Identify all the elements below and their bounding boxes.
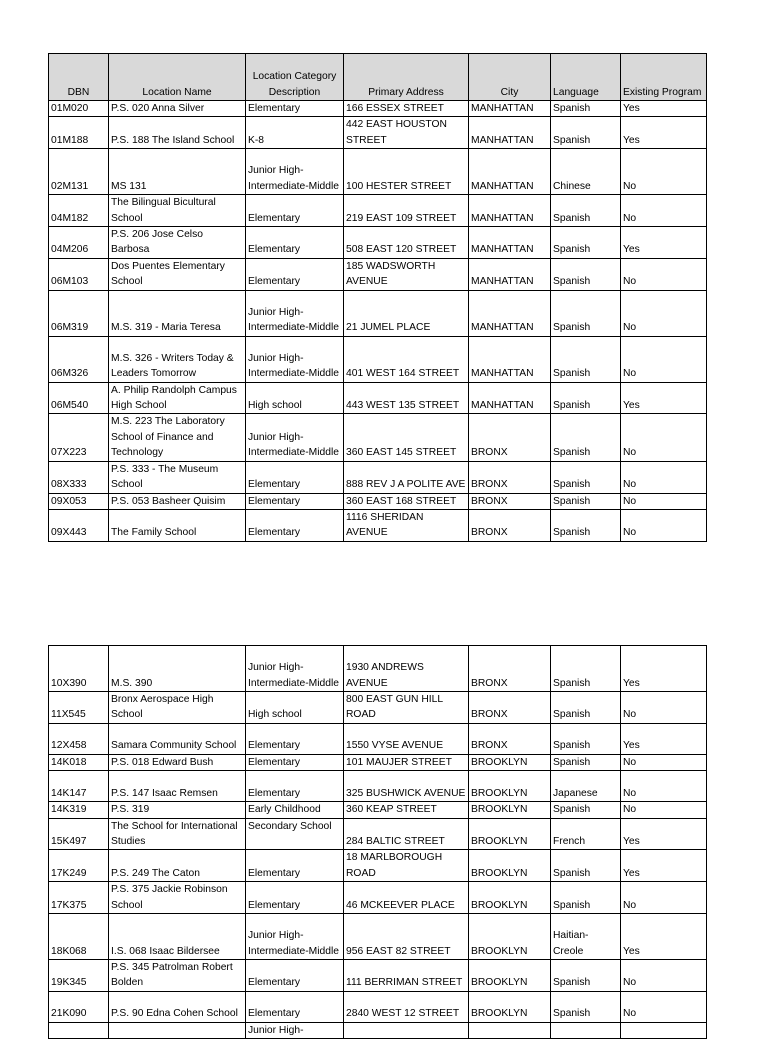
language-cell: Spanish <box>551 336 621 382</box>
location-name-cell: M.S. 326 - Writers Today & Leaders Tomorrow <box>109 336 246 382</box>
dbn-cell: 08X333 <box>49 461 109 493</box>
program-cell: No <box>621 882 707 914</box>
table-row <box>49 461 707 493</box>
program-cell: No <box>621 960 707 992</box>
city-cell: MANHATTAN <box>469 382 551 414</box>
dbn-cell: 06M326 <box>49 336 109 382</box>
category-cell: Elementary <box>246 723 344 754</box>
dbn-cell: 01M020 <box>49 101 109 117</box>
header-dbn: DBN <box>49 54 109 101</box>
address-cell: 111 BERRIMAN STREET <box>344 960 469 992</box>
category-cell: Junior High-Intermediate-Middle <box>246 914 344 960</box>
location-name-cell: M.S. 390 <box>109 646 246 692</box>
dbn-cell: 09X053 <box>49 493 109 509</box>
city-cell: BRONX <box>469 646 551 692</box>
program-cell: Yes <box>621 818 707 850</box>
city-cell: BROOKLYN <box>469 960 551 992</box>
dbn-cell: 18K068 <box>49 914 109 960</box>
city-cell: BRONX <box>469 493 551 509</box>
dbn-cell: 06M540 <box>49 382 109 414</box>
category-cell: High school <box>246 692 344 724</box>
table-row <box>49 382 707 414</box>
dbn-cell: 19K345 <box>49 960 109 992</box>
category-cell: Elementary <box>246 101 344 117</box>
table-row <box>49 414 707 461</box>
language-cell: Spanish <box>551 754 621 770</box>
city-cell: BROOKLYN <box>469 991 551 1022</box>
language-cell: Spanish <box>551 227 621 259</box>
program-cell: No <box>621 195 707 227</box>
table-row <box>49 336 707 382</box>
language-cell: Spanish <box>551 509 621 541</box>
address-cell: 100 HESTER STREET <box>344 149 469 195</box>
dbn-cell: 01M188 <box>49 117 109 149</box>
location-name-cell: P.S. 375 Jackie Robinson School <box>109 882 246 914</box>
city-cell: BROOKLYN <box>469 802 551 818</box>
location-name-cell: P.S. 188 The Island School <box>109 117 246 149</box>
table-row <box>49 493 707 509</box>
location-name-cell: Samara Community School <box>109 723 246 754</box>
city-cell: BROOKLYN <box>469 818 551 850</box>
table-row <box>49 1022 707 1038</box>
city-cell: BROOKLYN <box>469 771 551 802</box>
city-cell: BRONX <box>469 692 551 724</box>
city-cell: MANHATTAN <box>469 117 551 149</box>
language-cell: Spanish <box>551 882 621 914</box>
dbn-cell: 04M206 <box>49 227 109 259</box>
category-cell: High school <box>246 382 344 414</box>
program-cell: Yes <box>621 382 707 414</box>
category-cell: Junior High-Intermediate-Middle <box>246 336 344 382</box>
category-cell: Elementary <box>246 195 344 227</box>
language-cell: Spanish <box>551 802 621 818</box>
language-cell: Spanish <box>551 723 621 754</box>
table-row <box>49 882 707 914</box>
address-cell: 46 MCKEEVER PLACE <box>344 882 469 914</box>
location-name-cell: M.S. 223 The Laboratory School of Finance and Technology <box>109 414 246 461</box>
city-cell: BRONX <box>469 509 551 541</box>
category-cell: Elementary <box>246 754 344 770</box>
language-cell: Spanish <box>551 117 621 149</box>
city-cell: MANHATTAN <box>469 195 551 227</box>
language-cell: Spanish <box>551 258 621 290</box>
header-primary-address: Primary Address <box>344 54 469 101</box>
table-row <box>49 646 707 692</box>
location-name-cell: A. Philip Randolph Campus High School <box>109 382 246 414</box>
table-row <box>49 723 707 754</box>
table-header <box>49 54 707 101</box>
location-name-cell: P.S. 206 Jose Celso Barbosa <box>109 227 246 259</box>
table-row <box>49 692 707 724</box>
language-cell: Spanish <box>551 461 621 493</box>
city-cell: BROOKLYN <box>469 850 551 882</box>
program-cell: Yes <box>621 117 707 149</box>
city-cell: MANHATTAN <box>469 290 551 336</box>
city-cell: BRONX <box>469 723 551 754</box>
schools-table-bottom <box>48 645 707 1039</box>
language-cell: Spanish <box>551 991 621 1022</box>
language-cell: Spanish <box>551 646 621 692</box>
table-row <box>49 290 707 336</box>
category-cell: Elementary <box>246 960 344 992</box>
address-cell: 360 EAST 145 STREET <box>344 414 469 461</box>
address-cell: 185 WADSWORTH AVENUE <box>344 258 469 290</box>
program-cell <box>621 1022 707 1038</box>
dbn-cell: 09X443 <box>49 509 109 541</box>
language-cell: Spanish <box>551 101 621 117</box>
program-cell: No <box>621 149 707 195</box>
city-cell: MANHATTAN <box>469 101 551 117</box>
header-existing-program: Existing Program <box>621 54 707 101</box>
table-row <box>49 850 707 882</box>
table-row <box>49 991 707 1022</box>
language-cell: Spanish <box>551 382 621 414</box>
table-row <box>49 195 707 227</box>
address-cell: 166 ESSEX STREET <box>344 101 469 117</box>
address-cell: 1930 ANDREWS AVENUE <box>344 646 469 692</box>
language-cell: French <box>551 818 621 850</box>
category-cell: Elementary <box>246 882 344 914</box>
table-body <box>49 101 707 542</box>
program-cell: No <box>621 692 707 724</box>
location-name-cell: P.S. 020 Anna Silver <box>109 101 246 117</box>
address-cell: 284 BALTIC STREET <box>344 818 469 850</box>
category-cell: Junior High-Intermediate-Middle <box>246 414 344 461</box>
dbn-cell: 06M319 <box>49 290 109 336</box>
program-cell: No <box>621 336 707 382</box>
table-row <box>49 117 707 149</box>
address-cell: 1550 VYSE AVENUE <box>344 723 469 754</box>
city-cell <box>469 1022 551 1038</box>
header-city: City <box>469 54 551 101</box>
category-cell: Early Childhood <box>246 802 344 818</box>
program-cell: No <box>621 290 707 336</box>
category-cell: Secondary School <box>246 818 344 850</box>
header-language: Language <box>551 54 621 101</box>
dbn-cell: 17K249 <box>49 850 109 882</box>
city-cell: MANHATTAN <box>469 149 551 195</box>
category-cell: Elementary <box>246 493 344 509</box>
program-cell: Yes <box>621 101 707 117</box>
address-cell: 1116 SHERIDAN AVENUE <box>344 509 469 541</box>
category-cell: Elementary <box>246 771 344 802</box>
location-name-cell: MS 131 <box>109 149 246 195</box>
city-cell: BROOKLYN <box>469 754 551 770</box>
dbn-cell: 07X223 <box>49 414 109 461</box>
address-cell: 21 JUMEL PLACE <box>344 290 469 336</box>
address-cell: 360 KEAP STREET <box>344 802 469 818</box>
address-cell: 360 EAST 168 STREET <box>344 493 469 509</box>
category-cell: Junior High-Intermediate-Middle <box>246 290 344 336</box>
city-cell: MANHATTAN <box>469 227 551 259</box>
table-row <box>49 818 707 850</box>
program-cell: Yes <box>621 723 707 754</box>
city-cell: MANHATTAN <box>469 336 551 382</box>
table-row <box>49 149 707 195</box>
language-cell: Spanish <box>551 493 621 509</box>
location-name-cell: P.S. 053 Basheer Quisim <box>109 493 246 509</box>
address-cell: 325 BUSHWICK AVENUE <box>344 771 469 802</box>
category-cell: Junior High- <box>246 1022 344 1038</box>
location-name-cell: The Family School <box>109 509 246 541</box>
table-row <box>49 754 707 770</box>
dbn-cell: 06M103 <box>49 258 109 290</box>
header-location-name: Location Name <box>109 54 246 101</box>
location-name-cell <box>109 1022 246 1038</box>
language-cell: Spanish <box>551 850 621 882</box>
program-cell: No <box>621 991 707 1022</box>
dbn-cell: 17K375 <box>49 882 109 914</box>
dbn-cell: 11X545 <box>49 692 109 724</box>
dbn-cell: 10X390 <box>49 646 109 692</box>
address-cell: 888 REV J A POLITE AVE <box>344 461 469 493</box>
category-cell: Elementary <box>246 509 344 541</box>
dbn-cell: 14K018 <box>49 754 109 770</box>
table-row <box>49 960 707 992</box>
program-cell: No <box>621 802 707 818</box>
language-cell: Spanish <box>551 692 621 724</box>
dbn-cell: 15K497 <box>49 818 109 850</box>
location-name-cell: M.S. 319 - Maria Teresa <box>109 290 246 336</box>
program-cell: No <box>621 461 707 493</box>
language-cell: Spanish <box>551 960 621 992</box>
address-cell: 956 EAST 82 STREET <box>344 914 469 960</box>
category-cell: K-8 <box>246 117 344 149</box>
program-cell: Yes <box>621 227 707 259</box>
category-cell: Junior High-Intermediate-Middle <box>246 646 344 692</box>
location-name-cell: P.S. 147 Isaac Remsen <box>109 771 246 802</box>
location-name-cell: P.S. 333 - The Museum School <box>109 461 246 493</box>
table-body <box>49 646 707 1039</box>
address-cell: 800 EAST GUN HILL ROAD <box>344 692 469 724</box>
dbn-cell: 12X458 <box>49 723 109 754</box>
table-row <box>49 101 707 117</box>
location-name-cell: The School for International Studies <box>109 818 246 850</box>
table-row <box>49 771 707 802</box>
language-cell: Chinese <box>551 149 621 195</box>
table-row <box>49 227 707 259</box>
location-name-cell: Bronx Aerospace High School <box>109 692 246 724</box>
dbn-cell: 14K147 <box>49 771 109 802</box>
address-cell: 2840 WEST 12 STREET <box>344 991 469 1022</box>
dbn-cell: 14K319 <box>49 802 109 818</box>
category-cell: Junior High-Intermediate-Middle <box>246 149 344 195</box>
dbn-cell: 04M182 <box>49 195 109 227</box>
address-cell: 101 MAUJER STREET <box>344 754 469 770</box>
header-row <box>49 54 707 101</box>
address-cell: 508 EAST 120 STREET <box>344 227 469 259</box>
address-cell: 442 EAST HOUSTON STREET <box>344 117 469 149</box>
dbn-cell <box>49 1022 109 1038</box>
table-row <box>49 914 707 960</box>
language-cell: Haitian-Creole <box>551 914 621 960</box>
location-name-cell: P.S. 345 Patrolman Robert Bolden <box>109 960 246 992</box>
program-cell: No <box>621 754 707 770</box>
location-name-cell: Dos Puentes Elementary School <box>109 258 246 290</box>
address-cell: 401 WEST 164 STREET <box>344 336 469 382</box>
header-location-category: Location Category Description <box>246 54 344 101</box>
category-cell: Elementary <box>246 258 344 290</box>
program-cell: No <box>621 258 707 290</box>
city-cell: BRONX <box>469 414 551 461</box>
language-cell: Spanish <box>551 195 621 227</box>
category-cell: Elementary <box>246 991 344 1022</box>
program-cell: No <box>621 414 707 461</box>
address-cell: 443 WEST 135 STREET <box>344 382 469 414</box>
category-cell: Elementary <box>246 850 344 882</box>
language-cell: Japanese <box>551 771 621 802</box>
program-cell: Yes <box>621 914 707 960</box>
location-name-cell: The Bilingual Bicultural School <box>109 195 246 227</box>
city-cell: BROOKLYN <box>469 882 551 914</box>
program-cell: Yes <box>621 646 707 692</box>
table-row <box>49 509 707 541</box>
program-cell: No <box>621 493 707 509</box>
language-cell: Spanish <box>551 290 621 336</box>
language-cell <box>551 1022 621 1038</box>
category-cell: Elementary <box>246 461 344 493</box>
city-cell: MANHATTAN <box>469 258 551 290</box>
city-cell: BROOKLYN <box>469 914 551 960</box>
table-row <box>49 802 707 818</box>
location-name-cell: I.S. 068 Isaac Bildersee <box>109 914 246 960</box>
schools-table-top <box>48 53 707 542</box>
address-cell <box>344 1022 469 1038</box>
city-cell: BRONX <box>469 461 551 493</box>
language-cell: Spanish <box>551 414 621 461</box>
dbn-cell: 21K090 <box>49 991 109 1022</box>
location-name-cell: P.S. 319 <box>109 802 246 818</box>
location-name-cell: P.S. 018 Edward Bush <box>109 754 246 770</box>
table-row <box>49 258 707 290</box>
address-cell: 18 MARLBOROUGH ROAD <box>344 850 469 882</box>
program-cell: Yes <box>621 850 707 882</box>
program-cell: No <box>621 771 707 802</box>
location-name-cell: P.S. 249 The Caton <box>109 850 246 882</box>
program-cell: No <box>621 509 707 541</box>
location-name-cell: P.S. 90 Edna Cohen School <box>109 991 246 1022</box>
category-cell: Elementary <box>246 227 344 259</box>
dbn-cell: 02M131 <box>49 149 109 195</box>
address-cell: 219 EAST 109 STREET <box>344 195 469 227</box>
